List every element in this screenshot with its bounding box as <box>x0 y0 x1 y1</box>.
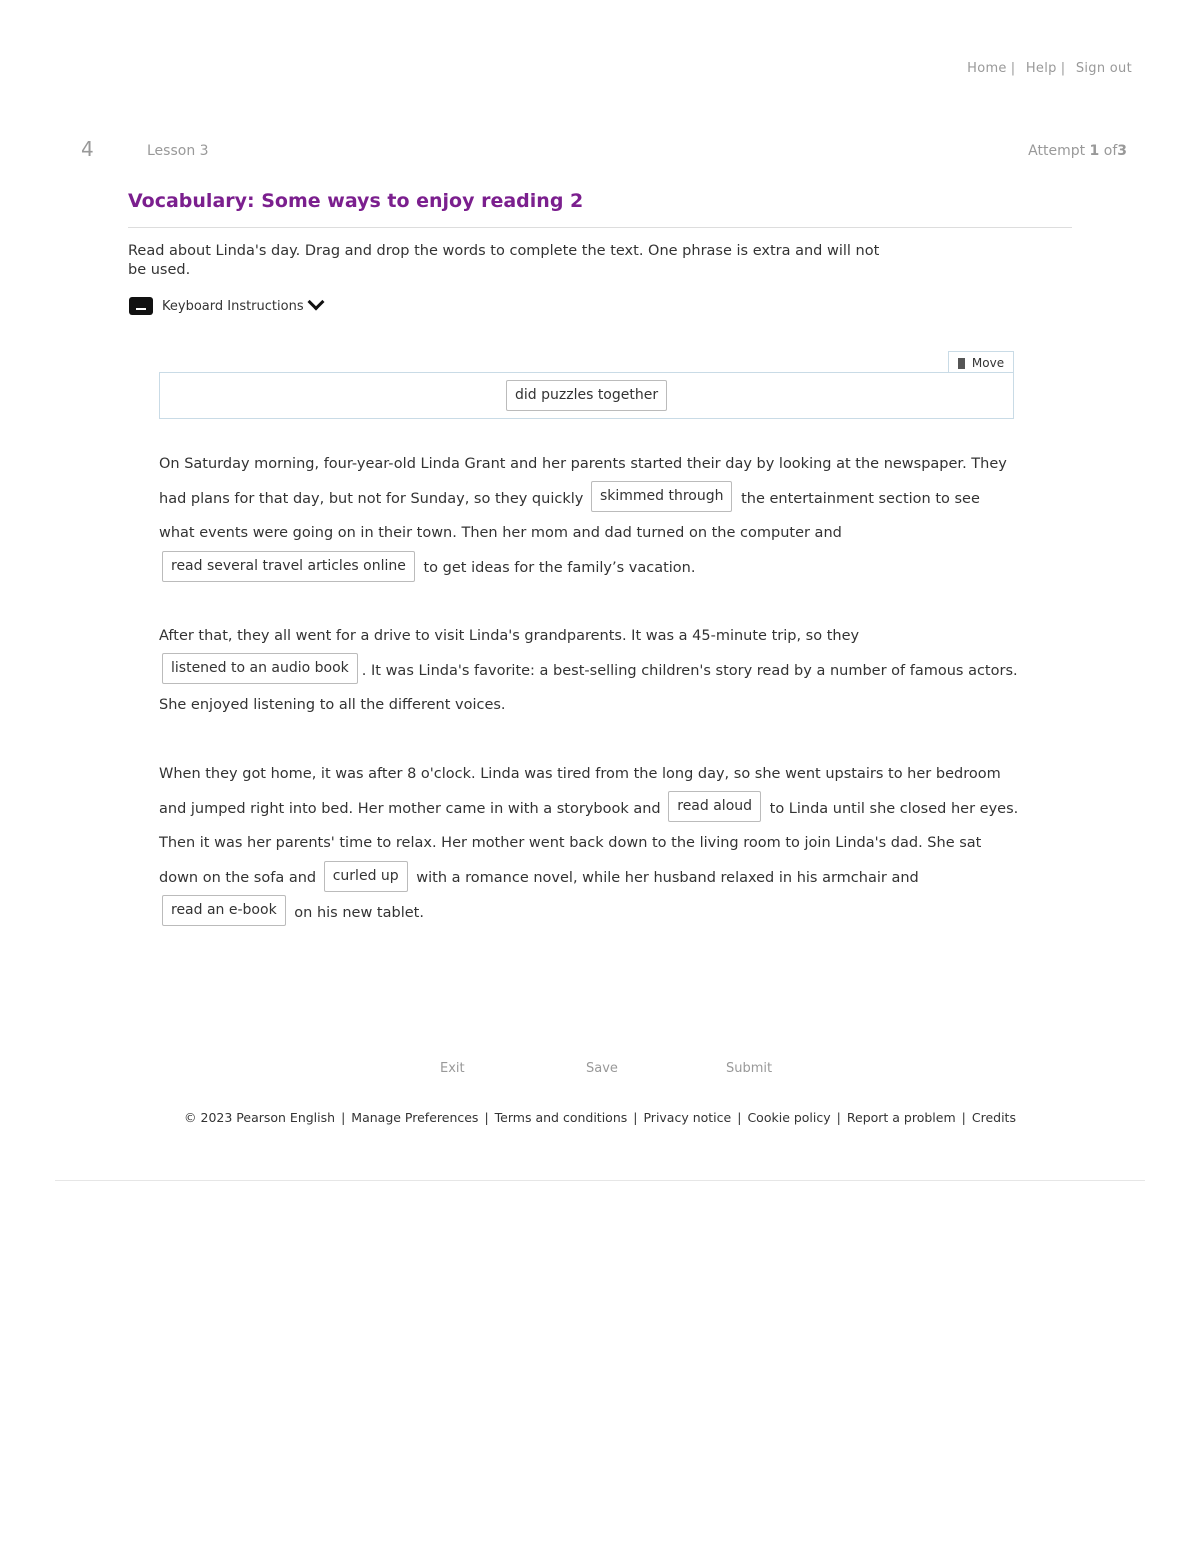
passage-text: on his new tablet. <box>294 904 424 921</box>
drag-handle-icon <box>958 358 965 369</box>
answer-drop-zone[interactable]: read aloud <box>668 791 761 822</box>
separator: | <box>961 1110 966 1125</box>
footer-link-privacy[interactable]: Privacy notice <box>643 1110 732 1125</box>
instructions-text: Read about Linda's day. Drag and drop the words to complete the text. One phrase is extra and will not be used. <box>128 243 880 278</box>
lesson-label: Lesson 3 <box>147 143 209 159</box>
separator: | <box>1060 61 1066 76</box>
passage-text: with a romance novel, while her husband relaxed in his armchair and <box>416 870 919 887</box>
copyright: © 2023 Pearson English <box>184 1110 336 1125</box>
passage-paragraph-3 <box>159 757 1019 931</box>
move-handle[interactable] <box>948 351 1014 374</box>
submit-button[interactable]: Submit <box>726 1061 773 1076</box>
word-bank-chip[interactable]: did puzzles together <box>506 380 667 411</box>
chevron-down-icon <box>307 294 324 311</box>
passage-text: . It was Linda's favorite: a best-selling children's story read by a number of famous actors. She enjoyed listening to all the different voices. <box>159 662 1018 714</box>
passage-paragraph-1 <box>159 447 1019 586</box>
keyboard-icon <box>129 297 153 315</box>
passage-text: After that, they all went for a drive to visit Linda's grandparents. It was a 45-minute trip, so they <box>159 628 860 644</box>
passage-paragraph-2 <box>159 619 1019 723</box>
separator: | <box>1010 61 1016 76</box>
exit-button[interactable]: Exit <box>440 1061 465 1076</box>
passage-text: the entertainment section to see what events were going on in their town. Then her mom and dad turned on the computer and <box>159 490 980 542</box>
move-label: Move <box>971 356 1005 370</box>
save-button[interactable]: Save <box>586 1061 618 1076</box>
passage-text: to get ideas for the family’s vacation. <box>423 560 696 577</box>
footer-link-report[interactable]: Report a problem <box>846 1110 956 1125</box>
separator: | <box>737 1110 742 1125</box>
attempt-counter <box>1028 143 1127 159</box>
word-bank[interactable] <box>159 372 1014 419</box>
attempt-prefix: Attempt <box>1028 143 1086 159</box>
answer-drop-zone[interactable]: curled up <box>324 861 408 892</box>
footer-divider <box>55 1180 1145 1181</box>
keyboard-instructions-toggle[interactable] <box>129 297 322 315</box>
footer-link-terms[interactable]: Terms and conditions <box>494 1110 628 1125</box>
home-link[interactable]: Home <box>967 61 1007 76</box>
top-nav <box>967 61 1132 76</box>
attempt-of: of <box>1103 143 1118 159</box>
passage-text: to Linda until she closed her eyes. Then it was her parents' time to relax. Her mother went back down to the living room to join Linda's dad. She sat down on the sofa and <box>159 800 1019 887</box>
footer <box>0 1110 1200 1125</box>
separator: | <box>484 1110 489 1125</box>
page-number: 4 <box>81 137 94 161</box>
separator: | <box>836 1110 841 1125</box>
passage-text: When they got home, it was after 8 o'clock. Linda was tired from the long day, so she went upstairs to her bedroom and jumped right into bed. Her mother came in with a storybook and <box>159 766 1001 817</box>
keyboard-instructions-label: Keyboard Instructions <box>162 298 304 314</box>
answer-drop-zone[interactable]: skimmed through <box>591 481 733 512</box>
footer-link-cookie[interactable]: Cookie policy <box>747 1110 831 1125</box>
sign-out-link[interactable]: Sign out <box>1075 61 1132 76</box>
help-link[interactable]: Help <box>1025 61 1057 76</box>
separator: | <box>633 1110 638 1125</box>
attempt-current: 1 <box>1089 143 1100 159</box>
answer-drop-zone[interactable]: listened to an audio book <box>162 653 358 684</box>
footer-link-manage-preferences[interactable]: Manage Preferences <box>351 1110 479 1125</box>
attempt-total: 3 <box>1117 143 1127 159</box>
title-divider <box>128 227 1072 228</box>
answer-drop-zone[interactable]: read several travel articles online <box>162 551 415 582</box>
separator: | <box>341 1110 346 1125</box>
passage-text: On Saturday morning, four-year-old Linda Grant and her parents started their day by looking at the newspaper. They had plans for that day, but not for Sunday, so they quickly <box>159 456 1007 507</box>
footer-link-credits[interactable]: Credits <box>971 1110 1016 1125</box>
page-title: Vocabulary: Some ways to enjoy reading 2 <box>128 190 584 212</box>
answer-drop-zone[interactable]: read an e-book <box>162 895 286 926</box>
